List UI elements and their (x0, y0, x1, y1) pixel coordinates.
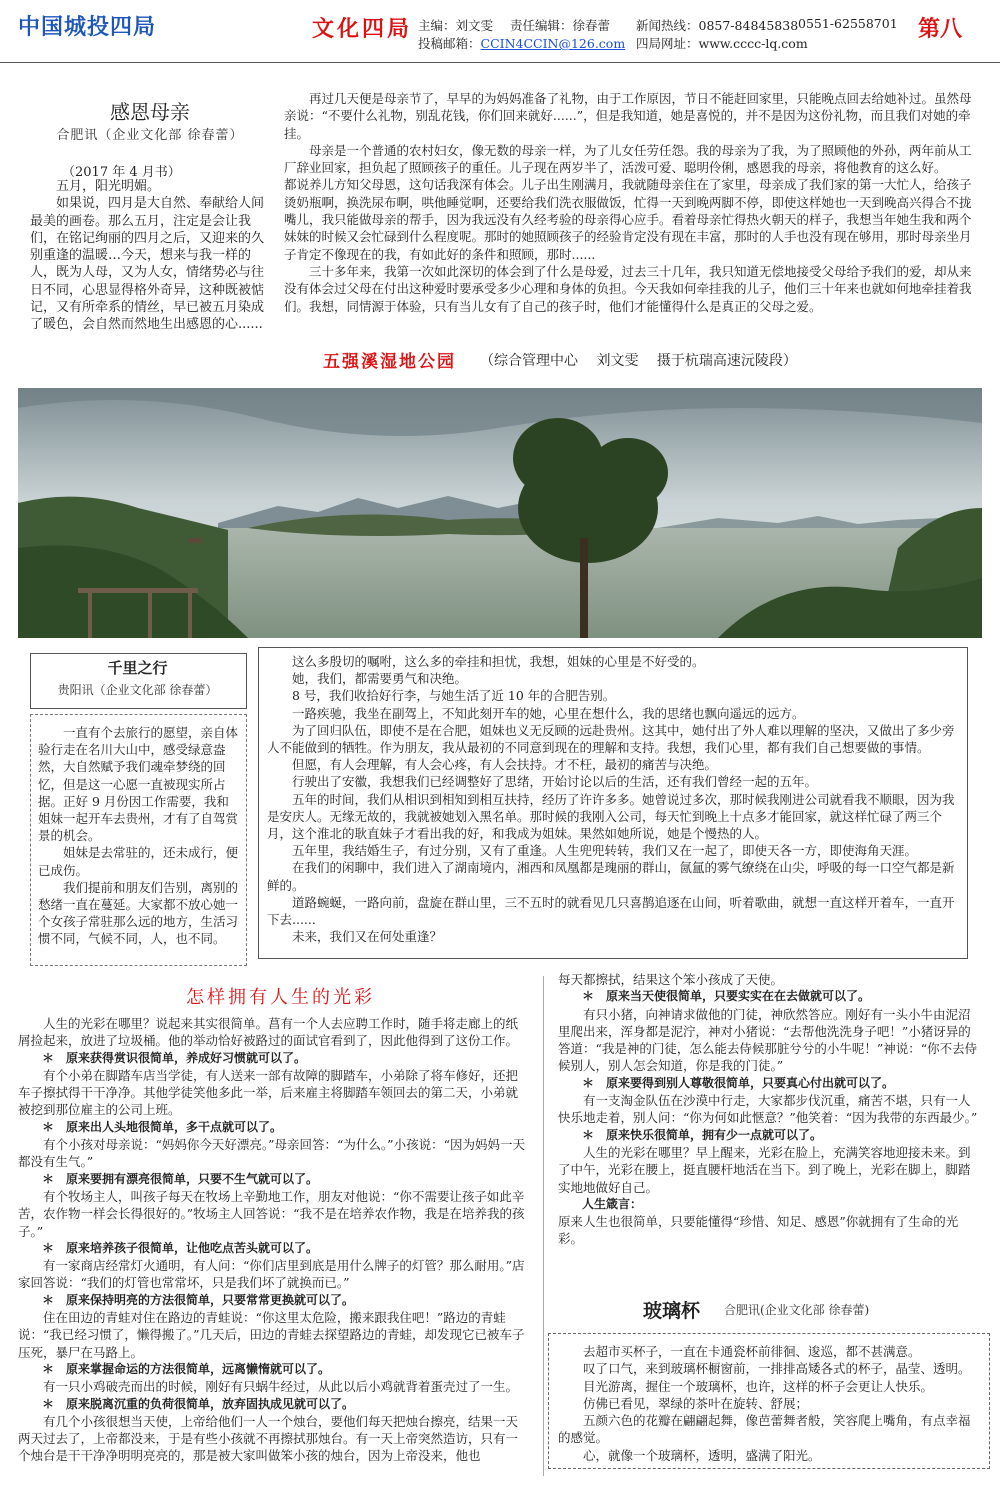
paragraph: 叹了口气，来到玻璃杯橱窗前，一排排高矮各式的杯子，晶莹、透明。 (583, 1361, 971, 1377)
maxim-heading: ＊ 原来当天使很简单，只要实实在在去做就可以了。 (582, 989, 871, 1004)
paragraph: 我们提前和朋友们告别，离别的愁绪一直在蔓延。大家都不放心她一个女孩子常驻那么远的地方，生活习惯不同，气候不同，人，也不同。 (38, 879, 239, 947)
paragraph: 再过几天便是母亲节了，早早的为妈妈准备了礼物，由于工作原因，节日不能赶回家里，只能晚点回去给她补过。虽然母亲说：“不要什么礼物，别乱花钱，你们回来就好......”，但是我知道，她是喜悦的，并不是因为这份礼物，而且我们对她的牵挂。 (284, 91, 972, 141)
submission-email-label: 投稿邮箱： (418, 36, 481, 51)
paragraph: 为了回归队伍，即使不是在合肥，姐妹也义无反顾的远赴贵州。这其中，她付出了外人难以理解的坚决，又做出了多少旁人不能做到的牺牲。作为朋友，我从最初的不同意到现在的理解和支持。我想，我们心里，都有我们自己想要做的事情。 (267, 722, 955, 756)
news-hotline: 新闻热线：0857-84845838 (636, 18, 799, 33)
photo-credit: （综合管理中心 刘文雯 摄于杭瑞高速沅陵段） (480, 353, 797, 369)
paragraph: 心，就像一个玻璃杯，透明，盛满了阳光。 (583, 1447, 821, 1463)
paragraph: 这么多殷切的嘱咐，这么多的牵挂和担忧，我想，姐妹的心里是不好受的。 (292, 654, 705, 669)
submission-email-line (418, 34, 625, 52)
article-byline: 合肥讯（企业文化部 徐春蕾） (56, 128, 244, 143)
article-title-life-brilliance: 怎样拥有人生的光彩 (186, 987, 375, 1008)
paragraph: 一直有个去旅行的愿望，亲自体验行走在名川大山中，感受绿意盎然，大自然赋予我们魂牵梦绕的回忆，但是这一心愿一直被现实所占据。正好 9 月份因工作需要，我和姐妹一起开车去贵州，才有了自驾赏景的机会。 (38, 725, 239, 844)
maxim-heading: ＊ 原来要拥有漂亮很简单，只要不生气就可以了。 (42, 1171, 319, 1186)
article-byline: 合肥讯(企业文化部 徐春蕾) (724, 1303, 870, 1317)
maxim-heading: ＊ 原来出人头地很简单，多干点就可以了。 (42, 1119, 283, 1134)
paragraph: 有个小孩对母亲说：“妈妈你今天好漂亮。”母亲回答：“为什么。”小孩说：“因为妈妈一天都没有生气。” (18, 1137, 525, 1170)
maxim-heading: ＊ 原来保持明亮的方法很简单，只要常常更换就可以了。 (42, 1292, 355, 1307)
paragraph: 目光游离，握住一个玻璃杯，也许，这样的杯子会更让人快乐。 (583, 1378, 934, 1394)
website-address[interactable]: 四局网址：www.cccc-lq.com (636, 36, 808, 51)
paragraph: 如果说，四月是大自然、奉献给人间最美的画卷。那么五月，注定是会让我们，在铭记绚丽的四月之后，又迎来的久别重逢的温暖…今天，想来与我一样的人，既为人母，又为人女，情绪势必与往日不同，心思显得格外奇异，这种既被惦记，又有所牵系的情丝，早已被五月染成了暖色，会自然而然地生出感恩的心...... (30, 196, 265, 333)
paragraph: 都说养儿方知父母恩，这句话我深有体会。儿子出生刚满月，我就随母亲住在了家里，母亲成了我们家的第一大忙人，给孩子烫奶瓶啊，换洗尿布啊，哄他睡觉啊，还要给我们洗衣服做饭，忙得一天到晚两脚不停，即使这样她也一天到晚高兴得合不拢嘴儿，我只能做母亲的帮手，因为我远没有久经考验的母亲得心应手。看着母亲忙得热火朝天的样子，我想当年她生我和两个妹妹的时候又会忙碌到什么程度呢。那时的她照顾孩子的经验肯定没有现在丰富，那时的人手也没有现在够用，那时母亲坐月子肯定不像现在的我，有如此好的条件和照顾，那时...... (284, 177, 972, 262)
article-title-grateful-mother: 感恩母亲 (110, 100, 190, 124)
photo-title: 五强溪湿地公园 (323, 352, 456, 372)
maxim-heading: ＊ 原来快乐很简单，拥有少一点就可以了。 (582, 1127, 823, 1142)
article-title-journey: 千里之行 (107, 659, 168, 677)
section-title: 文化四局 (312, 16, 413, 42)
paragraph: 道路蜿蜒，一路向前，盘旋在群山里，三不五时的就看见几只喜鹊追逐在山间，听着歌曲，就想一直这样开着车，一直开下去...... (267, 894, 955, 928)
masthead-logo: 中国城投四局 (18, 14, 157, 40)
responsible-editor-credit: 责任编辑：徐春蕾 (510, 18, 611, 33)
article-body-column-1 (18, 1015, 528, 1465)
paragraph: 去超市买杯子，一直在卡通瓷杯前徘徊、逡巡，都不甚满意。 (583, 1344, 921, 1359)
paragraph: 仿佛已看见，翠绿的茶叶在旋转、舒展； (583, 1395, 809, 1411)
paragraph: 行驶出了安徽，我想我们已经调整好了思绪，开始讨论以后的生活，还有我们曾经一起的五年。 (292, 774, 818, 790)
article-body-left (30, 178, 270, 334)
article-byline: 贵阳讯（企业文化部 徐春蕾） (57, 683, 218, 697)
paragraph: 有个小弟在脚踏车店当学徒，有人送来一部有故障的脚踏车，小弟除了将车修好，还把车子擦拭得干干净净。其他学徒笑他多此一举，后来雇主将脚踏车领回去的第二天，小弟就被挖到那位雇主的公司上班。 (18, 1067, 519, 1118)
article-body-column-2 (558, 971, 982, 1248)
paragraph: 五颜六色的花瓣在翩翩起舞，像芭蕾舞者般，笑容爬上嘴角，有点幸福的感觉。 (558, 1413, 971, 1446)
column-divider (543, 976, 544, 1476)
maxim-heading: ＊ 原来获得赏识很简单，养成好习惯就可以了。 (42, 1050, 307, 1065)
paragraph: 有一只小鸡破壳而出的时候，刚好有只蜗牛经过，从此以后小鸡就背着蛋壳过了一生。 (43, 1379, 519, 1395)
panorama-lake-photo (18, 388, 982, 638)
paragraph: 五年里，我结婚生子，有过分别，又有了重逢。人生兜兜转转，我们又在一起了，即使天各一方，即使海角天涯。 (292, 843, 918, 859)
paragraph: 五月，阳光明媚。 (56, 179, 161, 194)
maxim-heading: ＊ 原来要得到别人尊敬很简单，只要真心付出就可以了。 (582, 1075, 895, 1090)
paragraph: 有一家商店经常灯火通明，有人问：“你们店里到底是用什么牌子的灯管？那么耐用。”店家回答说：“我们的灯管也常常坏，只是我们坏了就换而已。” (18, 1258, 525, 1291)
editor-credit: 主编：刘文雯 (418, 18, 494, 33)
header-divider (0, 62, 1000, 63)
paragraph: 有一支淘金队伍在沙漠中行走，大家都步伐沉重，痛苦不堪，只有一人快乐地走着，别人问：“你为何如此惬意？”他笑着：“因为我带的东西最少。” (558, 1093, 978, 1126)
maxim-heading: ＊ 原来脱离沉重的负荷很简单，放弃固执成见就可以了。 (42, 1396, 355, 1411)
article-date: （2017 年 4 月书） (62, 165, 181, 180)
article-body-right (284, 90, 974, 315)
article-title-glass-cup: 玻璃杯 (643, 1300, 701, 1322)
maxim-heading: ＊ 原来培养孩子很简单，让他吃点苦头就可以了。 (42, 1240, 319, 1255)
page-number: 第八 (918, 16, 963, 42)
paragraph: 有只小猪，向神请求做他的门徒，神欣然答应。刚好有一头小牛由泥沼里爬出来，浑身都是泥泞，神对小猪说：“去帮他洗洗身子吧！”小猪讶异的答道：“我是神的门徒，怎么能去侍候那脏兮兮的小牛呢！”神说：“你不去侍候别人，别人怎会知道，你是我的门徒。” (558, 1006, 978, 1074)
paragraph: 人生的光彩在哪里？早上醒来，光彩在脸上，充满笑容地迎接未来。到了中午，光彩在腰上，挺直腰杆地活在当下。到了晚上，光彩在脚上，脚踏实地地做好自己。 (558, 1144, 971, 1195)
paragraph: 未来，我们又在何处重逢？ (292, 929, 443, 945)
paragraph: 母亲是一个普通的农村妇女，像无数的母亲一样，为了儿女任劳任怨。我的母亲为了我，为了照顾他的外孙，两年前从工厂辞业回家，担负起了照顾孩子的重任。儿子现在两岁半了，活泼可爱、聪明伶俐，感恩我的母亲，将他教育的这么好。 (284, 142, 972, 176)
life-motto-heading: 人生箴言： (582, 1196, 643, 1211)
paragraph: 她，我们，都需要勇气和决绝。 (292, 671, 468, 687)
paragraph: 8 号，我们收拾好行李，与她生活了近 10 年的合肥告别。 (292, 688, 616, 704)
paragraph: 一路疾驰，我坐在副驾上，不知此刻开车的她，心里在想什么，我的思绪也飘向遥远的远方。 (292, 705, 805, 721)
paragraph: 五年的时间，我们从相识到相知到相互扶持，经历了许许多多。她曾说过多次，那时候我刚进公司就看我不顺眼，因为我是安庆人。无缘无故的，我就被她划入黑名单。那时候的我刚入公司，每天忙到晚上十点多才能回家，就这样忙碌了两三个月，这个淮北的耿直妹子才看出我的好，和我成为姐妹。果然如她所说，她是个慢热的人。 (267, 791, 955, 842)
submission-email-link[interactable]: CCIN4CCIN@126.com (480, 36, 626, 51)
article-body-right (267, 653, 959, 945)
life-motto-text: 原来人生也很简单，只要能懂得“珍惜、知足、感恩”你就拥有了生命的光彩。 (558, 1214, 959, 1247)
news-hotline-2: 0551-62558701 (798, 16, 898, 31)
paragraph: 在我们的闲聊中，我们进入了湖南境内，湘西和凤凰都是瑰丽的群山，氤氲的雾气缭绕在山尖，呼吸的每一口空气都是新鲜的。 (267, 860, 955, 893)
maxim-heading: ＊ 原来掌握命运的方法很简单，远离懒惰就可以了。 (42, 1361, 331, 1376)
paragraph: 有个牧场主人，叫孩子每天在牧场上辛勤地工作，朋友对他说：“你不需要让孩子如此辛苦，农作物一样会长得很好的。”牧场主人回答说：“我不是在培养农作物，我是在培养我的孩子。” (18, 1188, 525, 1239)
paragraph: 三十多年来，我第一次如此深切的体会到了什么是母爱，过去三十几年，我只知道无偿地接受父母给予我们的爱，却从来没有体会过父母在付出这种爱时要承受多少心理和身体的负担。今天我如何牵挂我的儿子，他们三十年来也就如何地牵挂着我们。我想，同情源于体验，只有当儿女有了自己的孩子时，他们才能懂得什么是真正的父母之爱。 (284, 263, 972, 314)
article-body (558, 1343, 982, 1464)
paragraph: 姐妹是去常驻的，还未成行，便已成伤。 (38, 845, 239, 878)
paragraph: 人生的光彩在哪里？说起来其实很简单。菖有一个人去应聘工作时，随手将走廊上的纸屑捡起来，放进了垃圾桶。他的举动恰好被路过的面试官看到了，因此他得到了这份工作。 (18, 1016, 519, 1049)
paragraph: 有几个小孩很想当天使，上帝给他们一人一个烛台，要他们每天把烛台擦亮，结果一天两天过去了，上帝都没来，于是有些小孩就不再擦拭那烛台。有一天上帝突然造访，只有一个烛台是干干净净明明亮亮的，那是被大家叫做笨小孩的烛台，因为上帝没来，他也 (18, 1413, 519, 1464)
article-body-left (38, 724, 238, 948)
paragraph: 每天都擦拭，结果这个笨小孩成了天使。 (558, 972, 784, 987)
paragraph: 但愿，有人会理解，有人会心疼，有人会扶持。才不枉，最初的痛苦与决绝。 (292, 757, 718, 773)
paragraph: 住在田边的青蛙对住在路边的青蛙说：“你这里太危险，搬来跟我住吧！”路边的青蛙说：“我已经习惯了，懒得搬了。”几天后，田边的青蛙去探望路边的青蛙，却发现它已被车子压死，暴尸在马路上。 (18, 1310, 525, 1360)
